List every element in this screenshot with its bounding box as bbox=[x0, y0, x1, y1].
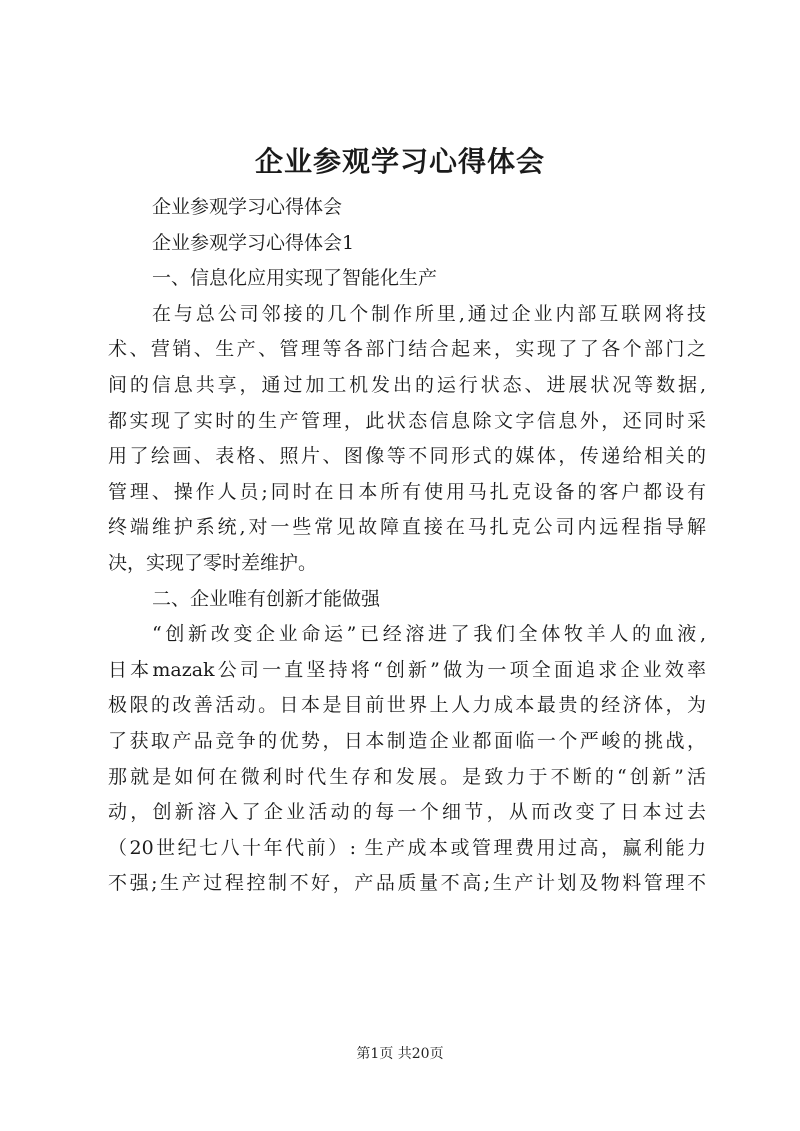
subtitle: 企业参观学习心得体会 bbox=[152, 196, 343, 218]
section-heading: 二、企业唯有创新才能做强 bbox=[152, 587, 381, 610]
paragraph-line: 了获取产品竞争的优势，日本制造企业都面临一个严峻的挑战， bbox=[108, 729, 706, 752]
paragraph-line: 极限的改善活动。日本是目前世界上人力成本最贵的经济体，为 bbox=[108, 694, 706, 717]
paragraph-line: 都实现了实时的生产管理，此状态信息除文字信息外，还同时采 bbox=[108, 409, 706, 432]
paragraph-line: 在与总公司邻接的几个制作所里,通过企业内部互联网将技 bbox=[152, 302, 706, 325]
page-title: 企业参观学习心得体会 bbox=[254, 145, 545, 178]
paragraph-line: “创新改变企业命运”已经溶进了我们全体牧羊人的血液, bbox=[152, 623, 706, 646]
section-heading: 企业参观学习心得体会1 bbox=[152, 231, 355, 254]
page-number: 第1页 共20页 bbox=[356, 1046, 444, 1062]
section-heading: 一、信息化应用实现了智能化生产 bbox=[152, 267, 438, 290]
paragraph-line: （20世纪七八十年代前）: 生产成本或管理费用过高，赢利能力 bbox=[108, 836, 706, 859]
paragraph-line: 术、营销、生产、管理等各部门结合起来，实现了了各个部门之 bbox=[108, 338, 706, 361]
paragraph-line: 日本mazak公司一直坚持将“创新”做为一项全面追求企业效率 bbox=[108, 658, 706, 681]
paragraph-line: 不强;生产过程控制不好，产品质量不高;生产计划及物料管理不 bbox=[108, 872, 706, 895]
paragraph-line: 决，实现了零时差维护。 bbox=[108, 551, 318, 574]
paragraph-line: 动，创新溶入了企业活动的每一个细节，从而改变了日本过去 bbox=[108, 801, 706, 824]
paragraph-line: 间的信息共享，通过加工机发出的运行状态、进展状况等数据, bbox=[108, 373, 706, 396]
document-body bbox=[108, 190, 706, 902]
paragraph-line: 管理、操作人员;同时在日本所有使用马扎克设备的客户都设有 bbox=[108, 480, 706, 503]
paragraph-line: 终端维护系统,对一些常见故障直接在马扎克公司内远程指导解 bbox=[108, 516, 706, 539]
paragraph-line: 用了绘画、表格、照片、图像等不同形式的媒体，传递给相关的 bbox=[108, 445, 706, 468]
paragraph-line: 那就是如何在微利时代生存和发展。是致力于不断的“创新”活 bbox=[108, 765, 706, 788]
